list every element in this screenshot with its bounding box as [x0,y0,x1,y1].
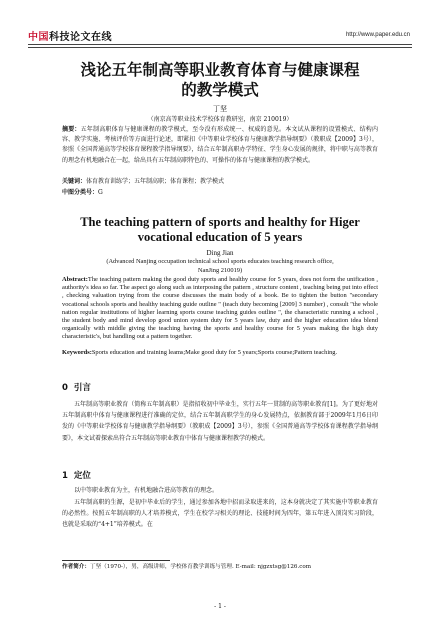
footnote-rule [62,560,170,561]
en-affiliation-line1: (Advanced Nanjing occupation technical school sports educates teaching research office, [106,258,334,265]
en-author: Ding Jian [206,249,234,257]
logo-black-text: 科技论文在线 [49,32,112,43]
cn-abstract [62,125,378,166]
cn-keywords [62,177,378,187]
en-keywords-label: Keywords: [62,349,92,356]
en-abstract-text: The teaching pattern making the good duty sports and healthy course for 5 years, does not form the unification , authority's idea so far. The aspect go along such as interposing the pattern , structure content , teaching being put into effect , checking valuation trying from the course discusses the main body of a book. Be to tighten the button "secondary vocational schools sports and healthy teaching guide outline " (teach duty becoming [2009] 3 number) , consult "the whole nation regular institutions of higher learning sports course teaching guides outline ", the characteristic running a school , the student body and mind develop good union system duty for 5 years law, duty and the higher education idea blend organically with middle giving the teaching having the sports and healthy course for 5 years making the high duty characteristic's, but handling out a pattern together. [62,276,378,341]
footnote-label: 作者简介： [62,564,90,570]
cn-abstract-label: 摘要： [62,126,81,133]
en-title-line2: vocational education of 5 years [137,230,303,244]
section-1-paragraph-1: 以中等职业教育为主，有机地融合进高等教育的理念。 [74,487,219,494]
section-0-number: 0 [62,383,68,393]
cn-clc-label: 中图分类号： [62,189,99,196]
section-1-title: 定位 [73,471,91,481]
en-keywords-text: Sports education and training leams;Make good duty for 5 years;Sports course;Pattern teaching. [91,349,338,356]
section-1-paragraph-2: 五年制高职的生源，是初中毕业后的学生，通过参加各地中招而录取进来的，这本身就决定了其实施中等职业教育的必然性。按照五年制高职的人才培养模式，学生在校学习相关的理论、技能时间为四年，第五年进入顶岗实习阶段，也就是采取的“4+1”培养模式。在 [62,499,378,529]
cn-keywords-label: 关键词： [62,178,87,185]
author-footnote [62,563,378,572]
en-title-line1: The teaching pattern of sports and healthy for Higer [80,215,360,229]
cn-title-line1: 浅论五年制高等职业教育体育与健康课程 [80,61,360,79]
cn-clc [62,188,378,198]
page-number: - 1 - [214,603,226,610]
cn-author: 丁坚 [213,105,227,113]
logo-red-text: 中国 [28,32,49,43]
cn-title-line2: 的教学模式 [181,81,259,99]
section-1-number: 1 [62,471,68,481]
site-url[interactable]: http://www.paper.edu.cn [345,32,410,38]
en-keywords [62,349,378,357]
en-affiliation-line2: NanJing 210019) [197,267,243,274]
en-abstract [62,276,378,342]
header-rule-thick [28,44,412,45]
section-0-heading [62,381,91,393]
section-0-paragraph: 五年制高等职业教育（简称五年制高职）是指招收初中毕业生，实行五年一贯制的高等职业教育[1]。为了更好地对五年制高职中体育与健康课程进行准确的定位，结合五年制高职学生的身心发展特点，依据教育部于2009年1月6日印发的《中等职业学校体育与健康教学指导纲要》（教职成【2009】3号），参照《全国普通高等学校体育课程教学指导纲要》，本文试着探索出符合五年制高等职业教育中体育与健康课程教学的模式。 [62,401,378,442]
cn-affiliation: （南京高等职业技术学校体育教研室，南京 210019） [147,116,293,123]
footnote-text: 丁坚（1970-），男，高级讲师，学校体育教学训练与管理. E-mail: njgzxtsg@126.com [89,564,312,570]
site-logo[interactable] [28,28,112,43]
en-abstract-label: Abstract: [62,276,88,283]
cn-clc-text: G [98,189,103,196]
header-rule-thin [28,47,412,48]
cn-keywords-text: 体育教育训练学；五年制高职；体育课程；教学模式 [86,178,225,185]
section-1-heading [62,469,91,481]
section-0-title: 引言 [73,383,91,393]
cn-abstract-text: 五年制高职体育与健康课程的教学模式，至今没有形成统一、权威的意见。本文试从课程的设置模式、结构内容、教学实施、考核评价等方面进行论述，即紧扣《中等职业学校体育与健康教学指导纲要》（教职成【2009】3号），参照《全国普通高等学校体育课程教学指导纲要》，结合五年制高职办学特征、学生身心发展的规律，将中职与高等教育的理念有机地融合在一起，给出具有五年制高职特色的、可操作的体育与健康课程的教学模式。 [62,126,378,164]
page-header [0,0,440,48]
